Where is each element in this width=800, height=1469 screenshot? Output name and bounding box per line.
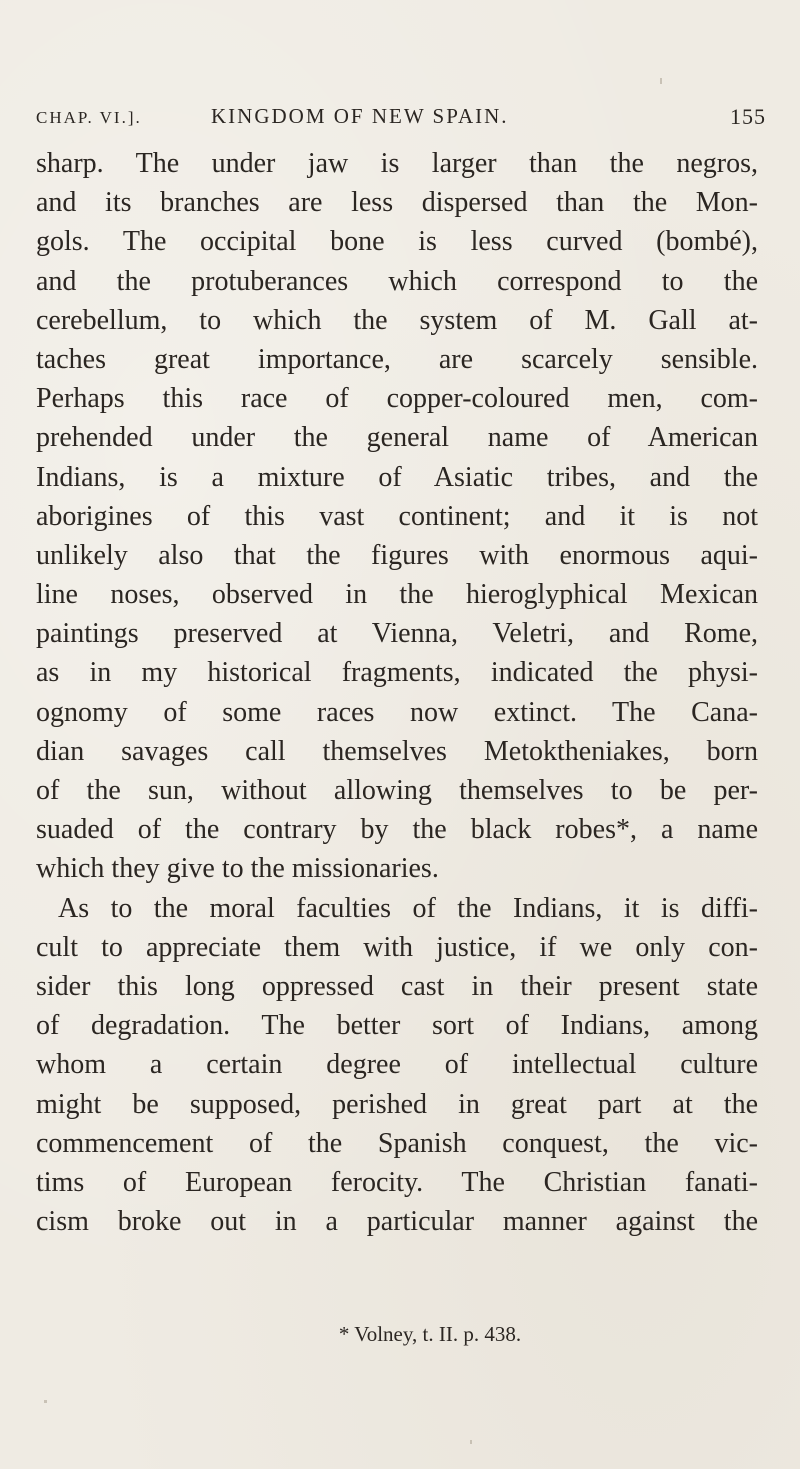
text-line: Perhaps this race of copper-coloured men, com- bbox=[36, 383, 758, 415]
paper-speck bbox=[660, 78, 662, 84]
text-line: Indians, is a mixture of Asiatic tribes, and the bbox=[36, 461, 758, 493]
text-line: whom a certain degree of intellectual culture bbox=[36, 1049, 758, 1081]
text-line: aborigines of this vast continent; and it is not bbox=[36, 500, 758, 532]
text-line: suaded of the contrary by the black robes*, a name bbox=[36, 814, 758, 846]
chapter-label: CHAP. VI.]. bbox=[36, 108, 142, 127]
text-line: gols. The occipital bone is less curved (bombé), bbox=[36, 226, 758, 258]
text-line: commencement of the Spanish conquest, the vic- bbox=[36, 1127, 758, 1159]
text-line: dian savages call themselves Metoktheniakes, born bbox=[36, 735, 758, 767]
text-line: cism broke out in a particular manner against the bbox=[36, 1206, 758, 1238]
text-line: and the protuberances which correspond to the bbox=[36, 265, 758, 297]
paragraph-end-line: which they give to the missionaries. bbox=[36, 853, 439, 885]
paper-speck bbox=[470, 1440, 472, 1444]
text-line: of degradation. The better sort of Indians, among bbox=[36, 1010, 758, 1042]
running-title: KINGDOM OF NEW SPAIN. bbox=[211, 104, 509, 128]
running-header bbox=[36, 100, 766, 140]
text-line: sharp. The under jaw is larger than the negros, bbox=[36, 148, 758, 179]
text-line: cult to appreciate them with justice, if we only con- bbox=[36, 931, 758, 963]
text-line: as in my historical fragments, indicated the physi- bbox=[36, 657, 758, 689]
text-line: prehended under the general name of American bbox=[36, 422, 758, 454]
text-line: and its branches are less dispersed than the Mon- bbox=[36, 187, 758, 219]
text-line: sider this long oppressed cast in their present state bbox=[36, 970, 758, 1002]
text-line: unlikely also that the figures with enormous aqui- bbox=[36, 539, 758, 571]
paragraph-start-line: As to the moral faculties of the Indians, it is diffi- bbox=[58, 892, 758, 924]
body-text bbox=[36, 144, 758, 1241]
paper-speck bbox=[44, 1400, 47, 1403]
text-line: taches great importance, are scarcely sensible. bbox=[36, 343, 758, 375]
page-number: 155 bbox=[730, 104, 766, 129]
text-line: paintings preserved at Vienna, Veletri, and Rome, bbox=[36, 618, 758, 650]
text-line: tims of European ferocity. The Christian fanati- bbox=[36, 1166, 758, 1198]
text-line: line noses, observed in the hieroglyphical Mexican bbox=[36, 579, 758, 611]
text-line: cerebellum, to which the system of M. Gall at- bbox=[36, 304, 758, 336]
footnote: * Volney, t. II. p. 438. bbox=[338, 1322, 522, 1346]
text-line: ognomy of some races now extinct. The Cana- bbox=[36, 696, 758, 728]
text-line: of the sun, without allowing themselves to be per- bbox=[36, 775, 758, 806]
text-line: might be supposed, perished in great part at the bbox=[36, 1088, 758, 1120]
